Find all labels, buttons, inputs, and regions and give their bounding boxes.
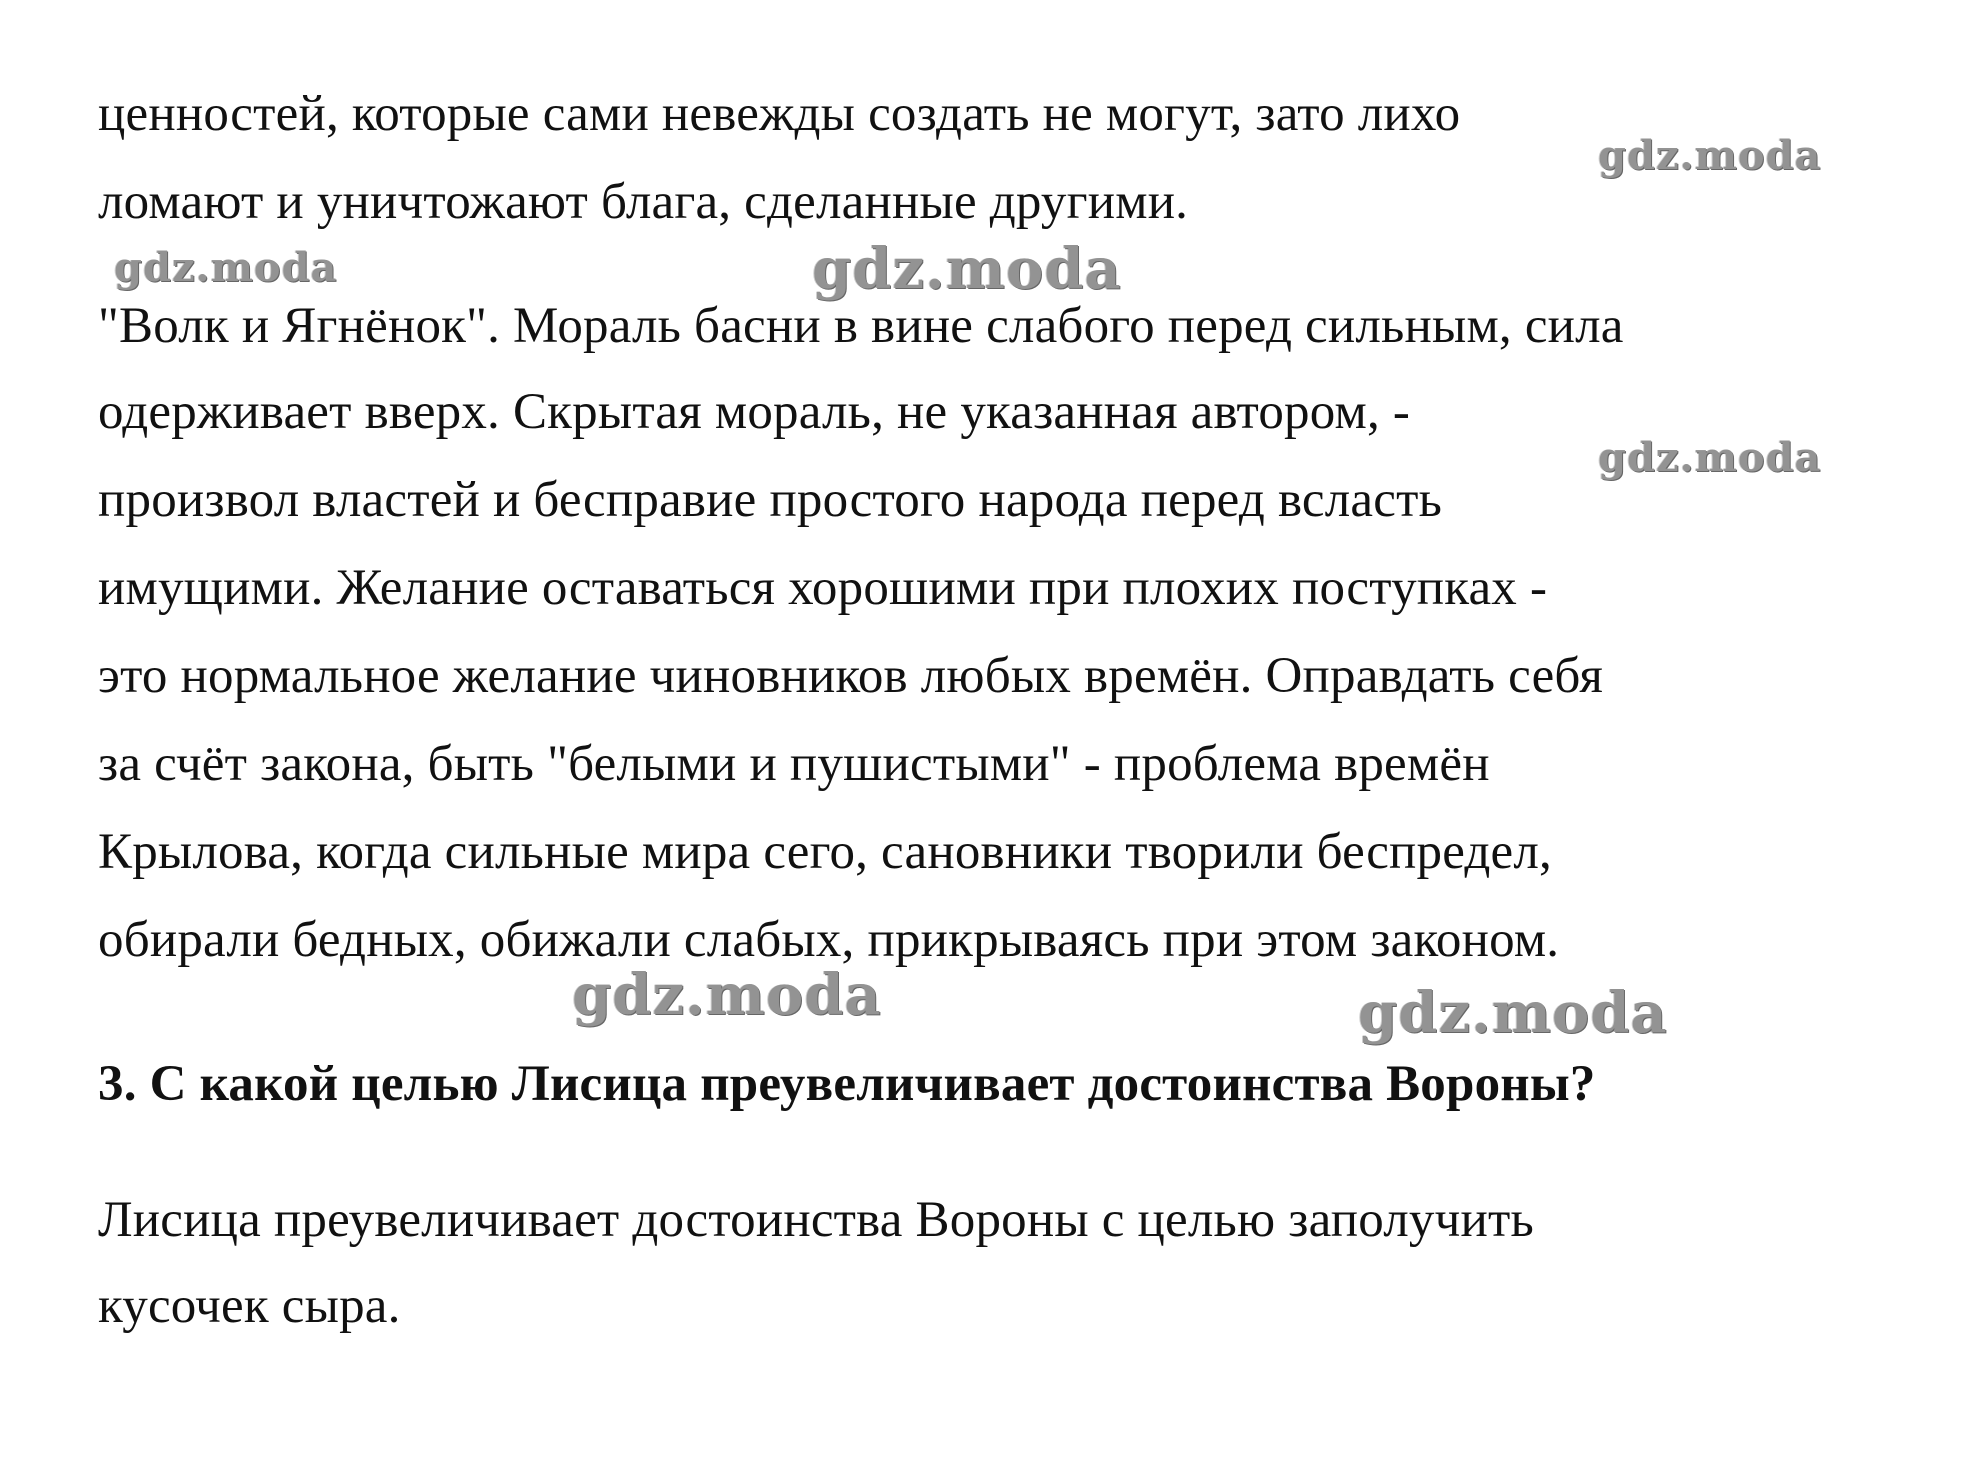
text-line: Крылова, когда сильные мира сего, сановники творили беспредел, <box>98 824 1552 880</box>
watermark: gdz.moda <box>1598 132 1822 179</box>
text-line: обирали бедных, обижали слабых, прикрываясь при этом законом. <box>98 912 1560 968</box>
watermark: gdz.moda <box>114 244 338 291</box>
answer-line: кусочек сыра. <box>98 1278 401 1334</box>
text-line: произвол властей и бесправие простого народа перед всласть <box>98 472 1443 528</box>
watermark: gdz.moda <box>812 236 1122 302</box>
text-line: одерживает вверх. Скрытая мораль, не указанная автором, - <box>98 384 1411 440</box>
text-line: ценностей, которые сами невежды создать не могут, зато лихо <box>98 86 1461 142</box>
text-line: это нормальное желание чиновников любых времён. Оправдать себя <box>98 648 1603 704</box>
watermark: gdz.moda <box>1598 434 1822 481</box>
answer-line: Лисица преувеличивает достоинства Вороны с целью заполучить <box>98 1192 1534 1248</box>
watermark: gdz.moda <box>1358 980 1668 1046</box>
text-line: "Волк и Ягнёнок". Мораль басни в вине слабого перед сильным, сила <box>98 298 1624 354</box>
text-line: имущими. Желание оставаться хорошими при плохих поступках - <box>98 560 1548 616</box>
watermark: gdz.moda <box>572 962 882 1028</box>
text-line: за счёт закона, быть "белыми и пушистыми" - проблема времён <box>98 736 1490 792</box>
text-line: ломают и уничтожают блага, сделанные другими. <box>98 174 1189 230</box>
question-heading: 3. С какой целью Лисица преувеличивает достоинства Вороны? <box>98 1056 1596 1112</box>
